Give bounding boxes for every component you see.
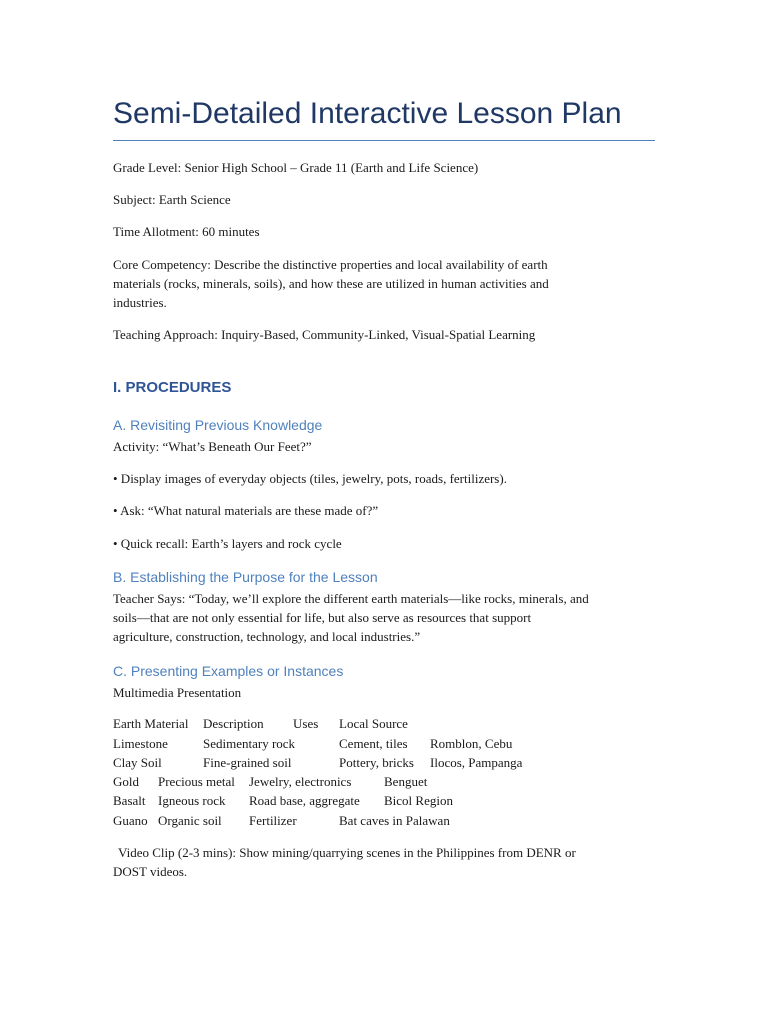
table-cell: Earth Material <box>113 716 189 731</box>
page-title: Semi-Detailed Interactive Lesson Plan <box>113 97 622 130</box>
table-cell: Fertilizer <box>249 813 297 828</box>
table-cell: Igneous rock <box>158 793 226 808</box>
section-b-heading: B. Establishing the Purpose for the Lesson <box>113 569 378 585</box>
table-cell: Precious metal <box>158 774 235 789</box>
table-cell: Local Source <box>339 716 408 731</box>
table-cell: Uses <box>293 716 319 731</box>
core-competency-line-3: industries. <box>113 295 167 310</box>
section-a-heading: A. Revisiting Previous Knowledge <box>113 417 323 433</box>
section-a-bullet-2: • Ask: “What natural materials are these made of?” <box>113 503 379 518</box>
time-allotment-text: Time Allotment: 60 minutes <box>113 224 260 239</box>
table-cell: Clay Soil <box>113 755 162 770</box>
table-cell: Fine-grained soil <box>203 755 292 770</box>
table-cell: Organic soil <box>158 813 222 828</box>
table-row <box>0 791 768 811</box>
table-cell: Sedimentary rock <box>203 736 296 751</box>
table-row <box>0 734 768 754</box>
table-row <box>0 714 768 734</box>
table-cell: Description <box>203 716 264 731</box>
section-b-line-2: soils—that are not only essential for life, but also serve as resources that support <box>113 610 532 625</box>
core-competency-line-2: materials (rocks, minerals, soils), and how these are utilized in human activities and <box>113 276 549 291</box>
procedures-heading: I. PROCEDURES <box>113 379 232 396</box>
table-cell: Bicol Region <box>384 793 453 808</box>
section-c-heading: C. Presenting Examples or Instances <box>113 663 344 679</box>
title-underline <box>113 140 655 141</box>
section-c-intro: Multimedia Presentation <box>113 685 242 700</box>
core-competency-line-1: Core Competency: Describe the distinctive properties and local availability of earth <box>113 257 548 272</box>
table-cell: Cement, tiles <box>339 736 408 751</box>
subject-text: Subject: Earth Science <box>113 192 231 207</box>
table-cell: Basalt <box>113 793 146 808</box>
table-cell: Guano <box>113 813 148 828</box>
table-cell: Ilocos, Pampanga <box>430 755 523 770</box>
table-cell: Gold <box>113 774 139 789</box>
section-a-bullet-1: • Display images of everyday objects (tiles, jewelry, pots, roads, fertilizers). <box>113 471 507 486</box>
table-row <box>0 811 768 831</box>
table-cell: Pottery, bricks <box>339 755 414 770</box>
section-a-bullet-3: • Quick recall: Earth’s layers and rock cycle <box>113 536 342 551</box>
section-b-line-1: Teacher Says: “Today, we’ll explore the different earth materials—like rocks, minerals, and <box>113 591 589 606</box>
grade-level-text: Grade Level: Senior High School – Grade 11 (Earth and Life Science) <box>113 160 479 175</box>
video-clip-line-2: DOST videos. <box>113 864 188 879</box>
video-clip-line-1: Video Clip (2-3 mins): Show mining/quarrying scenes in the Philippines from DENR or <box>118 845 576 860</box>
table-cell: Romblon, Cebu <box>430 736 513 751</box>
table-cell: Limestone <box>113 736 168 751</box>
table-cell: Jewelry, electronics <box>249 774 352 789</box>
table-row <box>0 753 768 773</box>
table-cell: Bat caves in Palawan <box>339 813 450 828</box>
table-row <box>0 772 768 792</box>
table-cell: Road base, aggregate <box>249 793 360 808</box>
section-a-activity: Activity: “What’s Beneath Our Feet?” <box>113 439 312 454</box>
section-b-line-3: agriculture, construction, technology, and local industries.” <box>113 629 421 644</box>
table-cell: Benguet <box>384 774 428 789</box>
teaching-approach-text: Teaching Approach: Inquiry-Based, Community-Linked, Visual-Spatial Learning <box>113 327 536 342</box>
